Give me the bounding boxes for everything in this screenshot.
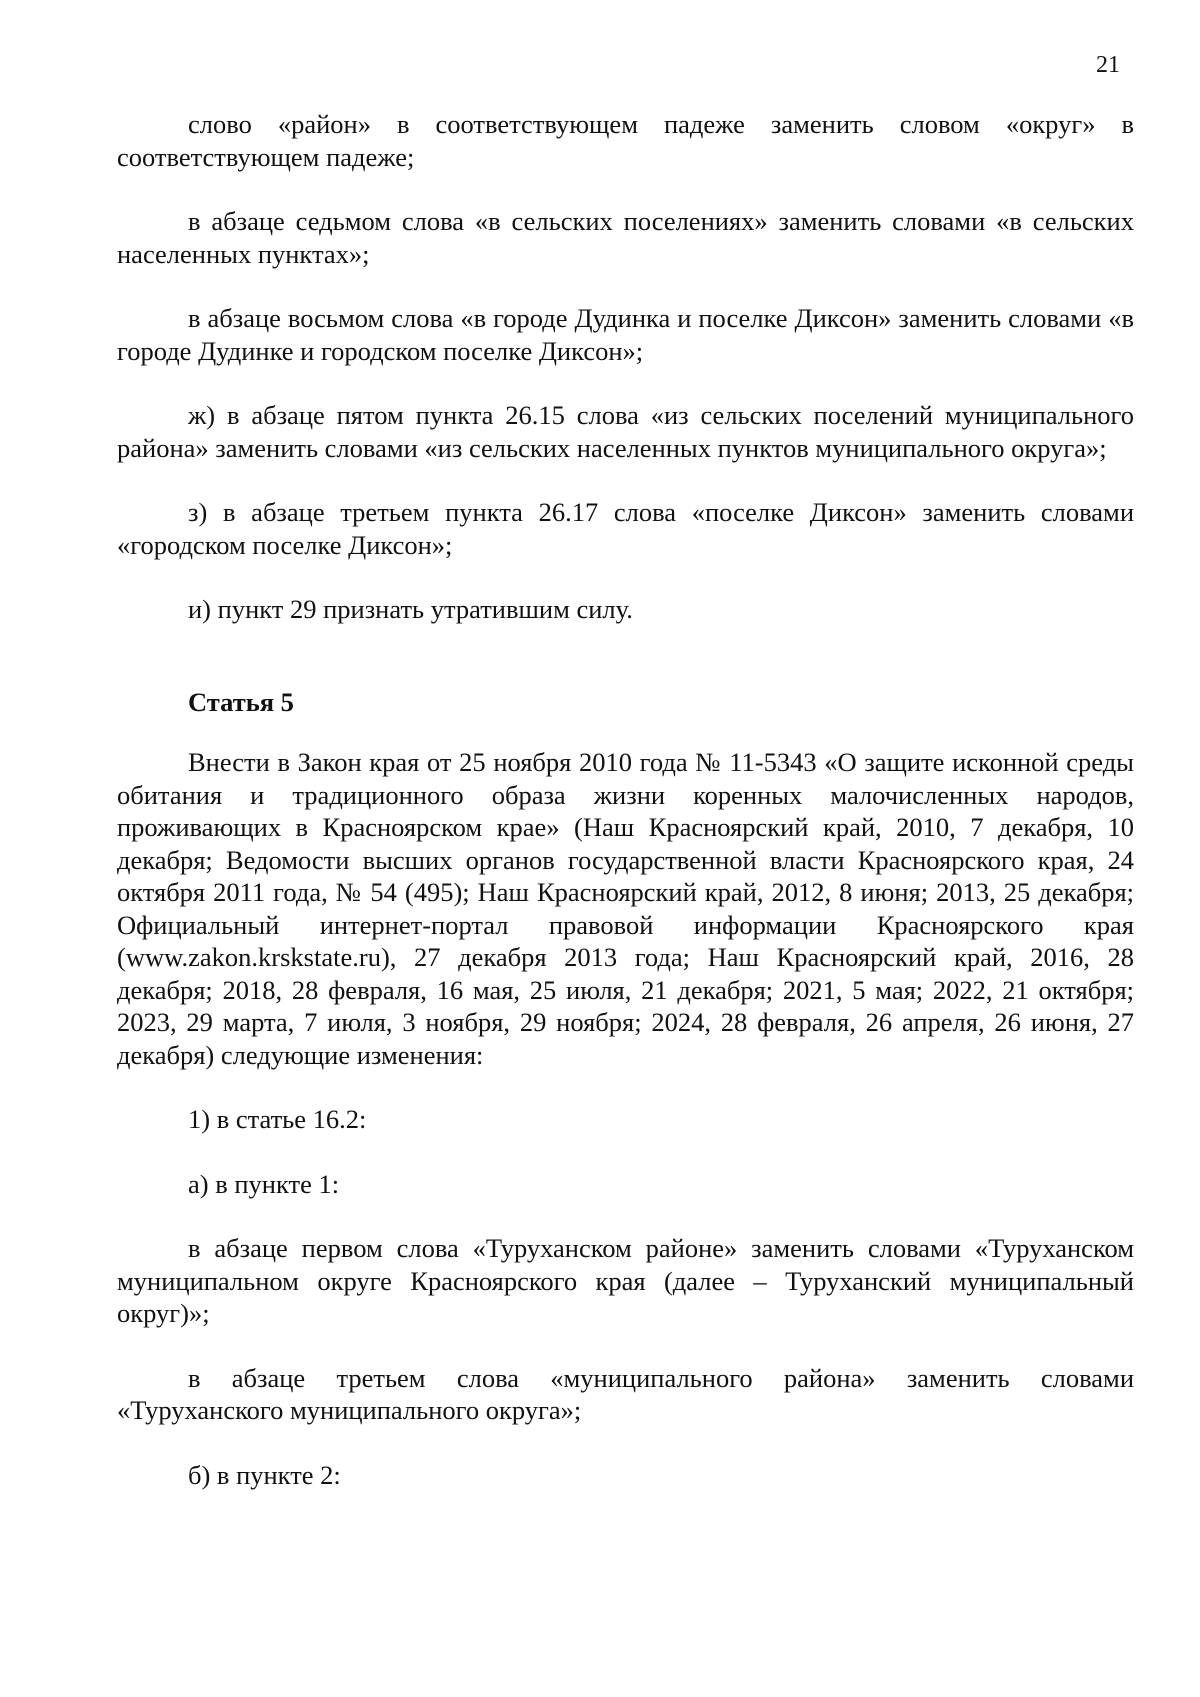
paragraph-9: а) в пункте 1: [188, 1168, 340, 1199]
document-body [117, 108, 1134, 1523]
paragraph-11: в абзаце третьем слова «муниципального района» заменить словами «Туруханского муниципального округа»; [117, 1362, 1134, 1425]
paragraph-3: в абзаце восьмом слова «в городе Дудинка и поселке Диксон» заменить словами «в городе Дудинке и городском поселке Диксон»; [117, 303, 1134, 366]
paragraph-4: ж) в абзаце пятом пункта 26.15 слова «из сельских поселений муниципального района» заменить словами «из сельских населенных пунктов муниципального округа»; [117, 400, 1134, 463]
paragraph-5: з) в абзаце третьем пункта 26.17 слова «поселке Диксон» заменить словами «городском поселке Диксон»; [117, 497, 1134, 560]
paragraph-8: 1) в статье 16.2: [188, 1104, 367, 1134]
paragraph-1: слово «район» в соответствующем падеже заменить словом «округ» в соответствующем падеже; [117, 109, 1134, 172]
article-title: Статья 5 [188, 686, 294, 717]
paragraph-12: б) в пункте 2: [188, 1459, 341, 1490]
paragraph-7: Внести в Закон края от 25 ноября 2010 года № 11-5343 «О защите исконной среды обитания и традиционного образа жизни коренных малочисленных народов, проживающих в Красноярском крае» (Наш Красноярский край, 2010, 7 декабря, 10 декабря; Ведомости высших органов государственной власти Красноярского края, 24 октября 2011 года, № 54 (495); Наш Красноярский край, 2012, 8 июня; 2013, 25 декабря; Официальный интернет-портал правовой информации Красноярского края (www.zakon.krskstate.ru), 27 декабря 2013 года; Наш Красноярский край, 2016, 28 декабря; 2018, 28 февраля, 16 мая, 25 июля, 21 декабря; 2021, 5 мая; 2022, 21 октября; 2023, 29 марта, 7 июля, 3 ноября, 29 ноября; 2024, 28 февраля, 26 апреля, 26 июня, 27 декабря) следующие изменения: [117, 747, 1134, 1070]
paragraph-6: и) пункт 29 признать утратившим силу. [188, 594, 633, 624]
page-number: 21 [1096, 52, 1120, 78]
paragraph-10: в абзаце первом слова «Туруханском районе» заменить словами «Туруханском муниципальном округе Красноярского края (далее – Туруханский муниципальный округ)»; [117, 1233, 1134, 1328]
paragraph-2: в абзаце седьмом слова «в сельских поселениях» заменить словами «в сельских населенных пунктах»; [117, 206, 1134, 269]
